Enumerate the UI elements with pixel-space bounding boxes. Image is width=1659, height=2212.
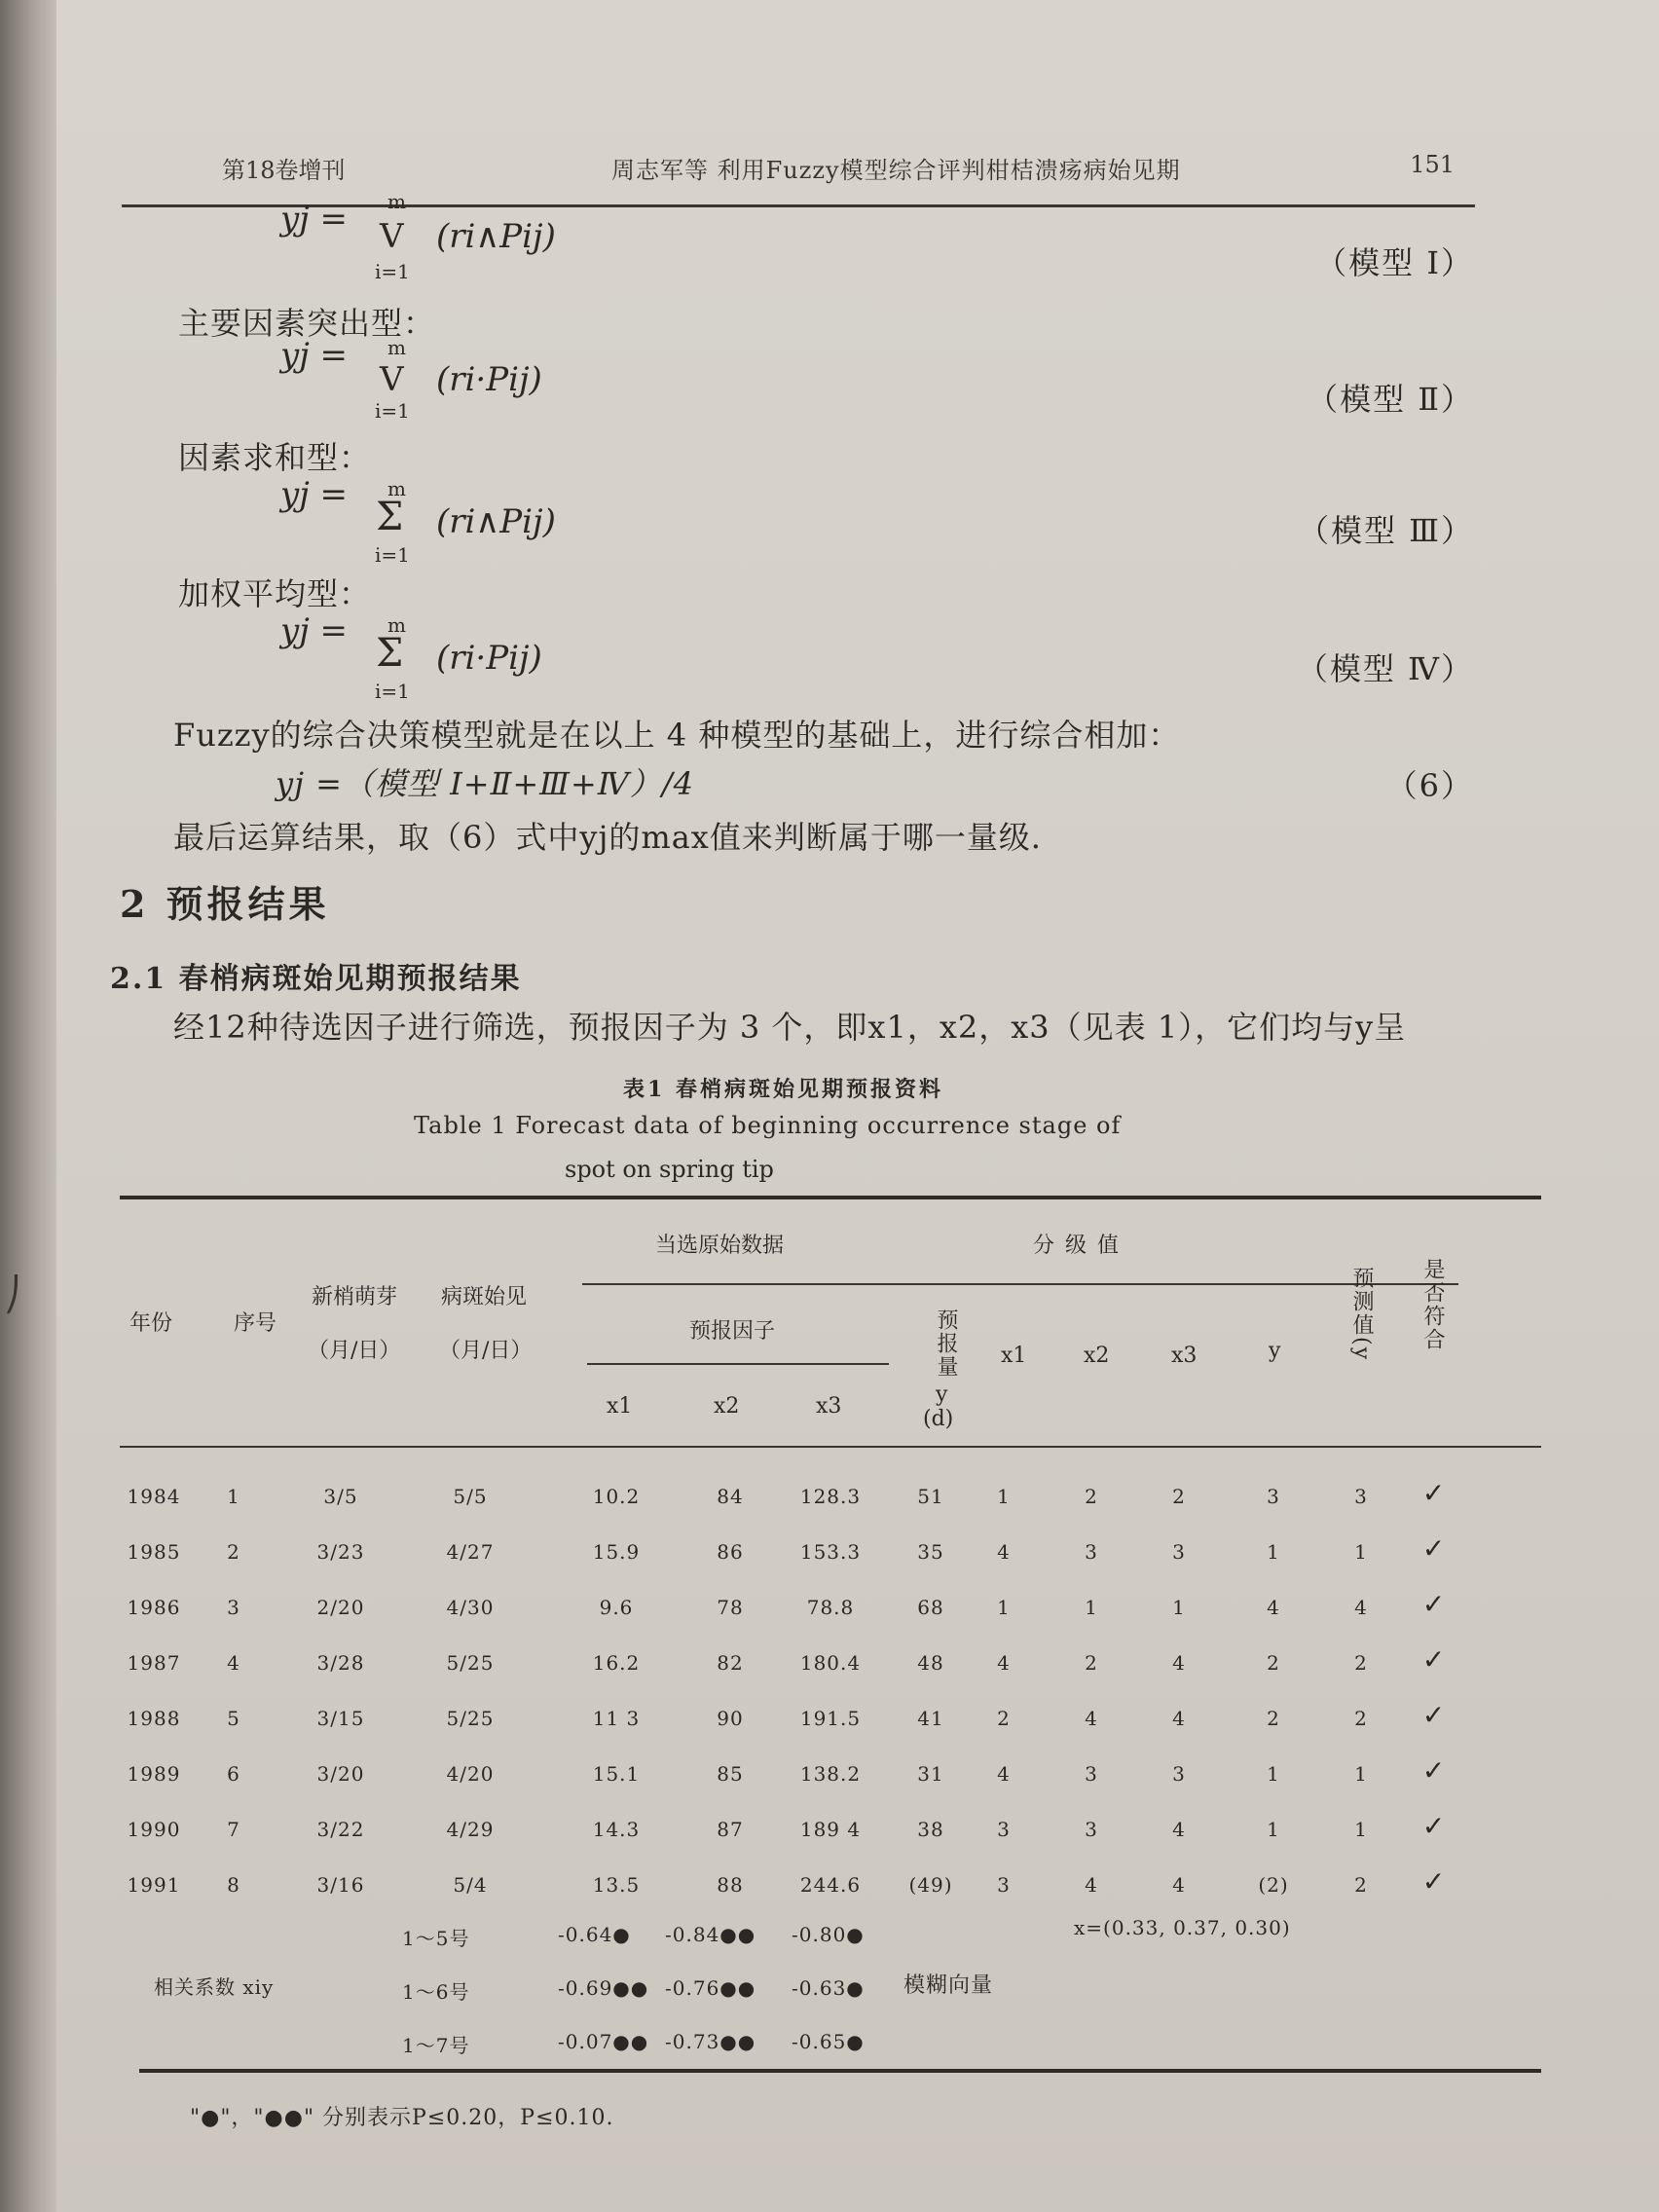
header-match: 是否符合 — [1420, 1258, 1445, 1351]
cell-grade-x3: 4 — [1172, 1707, 1186, 1730]
fuzzy-vector: x=(0.33, 0.37, 0.30) — [1074, 1916, 1291, 1939]
cell-grade-y: 1 — [1267, 1540, 1280, 1564]
cell-grade-x2: 4 — [1085, 1873, 1098, 1897]
cell-bud-date: 3/15 — [316, 1707, 365, 1730]
cell-grade-x3: 1 — [1172, 1596, 1186, 1619]
paragraph-combined-model: Fuzzy的综合决策模型就是在以上 4 种模型的基础上，进行综合相加： — [173, 717, 1181, 754]
subsection-heading-2-1: 2.1 春梢病斑始见期预报结果 — [110, 962, 522, 996]
cell-x1: 15.1 — [592, 1762, 641, 1786]
cell-x2: 88 — [717, 1873, 744, 1897]
label-model-1: （模型 Ⅰ） — [1315, 244, 1474, 281]
left-page-edge-mark: ⎠ — [4, 1275, 20, 1314]
equation-lhs: yj = — [280, 336, 349, 375]
equation-model-2 — [280, 336, 542, 423]
equation-6: yj =（模型 Ⅰ+Ⅱ+Ⅲ+Ⅳ）/4 — [276, 765, 694, 802]
cell-bud-date: 2/20 — [316, 1596, 365, 1619]
lower-limit: i=1 — [375, 543, 410, 567]
correlation-x2: -0.76●● — [665, 1976, 756, 2000]
equation-rhs: (ri∧Pij) — [436, 502, 556, 541]
cell-predicted: 2 — [1354, 1707, 1368, 1730]
cell-year: 1989 — [127, 1762, 181, 1786]
cell-grade-x3: 2 — [1172, 1485, 1186, 1508]
intro-model-2: 主要因素突出型： — [178, 305, 436, 342]
cell-x1: 13.5 — [592, 1873, 641, 1897]
cell-grade-x2: 3 — [1085, 1762, 1098, 1786]
section-heading-2: 2 预报结果 — [120, 882, 330, 926]
cell-grade-x1: 1 — [997, 1596, 1011, 1619]
correlation-x3: -0.65● — [792, 2030, 865, 2053]
book-spine-shadow — [0, 0, 56, 2212]
cell-match: ✓ — [1421, 1810, 1447, 1842]
cell-bud-date: 3/16 — [316, 1873, 365, 1897]
cell-x2: 86 — [717, 1540, 744, 1564]
equation-lhs: yj = — [280, 611, 349, 650]
cell-seq: 2 — [227, 1540, 240, 1564]
cell-grade-x2: 4 — [1085, 1707, 1098, 1730]
correlation-x2: -0.73●● — [665, 2030, 756, 2053]
upper-limit: m — [387, 190, 406, 213]
equation-lhs: yj = — [280, 200, 349, 239]
cell-grade-x1: 3 — [997, 1873, 1011, 1897]
cell-forecast: 38 — [917, 1818, 944, 1841]
label-model-4: （模型 Ⅳ） — [1296, 650, 1474, 687]
cell-match: ✓ — [1421, 1754, 1447, 1787]
header-factors-rule — [587, 1363, 889, 1365]
table-caption-en-line1: Table 1 Forecast data of beginning occurrence stage of — [414, 1112, 1122, 1139]
cell-year: 1984 — [127, 1485, 181, 1508]
paragraph-result-rule: 最后运算结果，取（6）式中yj的max值来判断属于哪一量级． — [173, 819, 1063, 856]
cell-grade-y: 3 — [1267, 1485, 1280, 1508]
cell-year: 1985 — [127, 1540, 181, 1564]
header-seq: 序号 — [234, 1311, 277, 1336]
cell-x3: 78.8 — [806, 1596, 855, 1619]
equation-6-label: （6） — [1385, 767, 1474, 804]
label-model-2: （模型 Ⅱ） — [1307, 381, 1474, 418]
correlation-x1: -0.07●● — [558, 2030, 649, 2053]
cell-grade-x1: 4 — [997, 1651, 1011, 1675]
cell-match: ✓ — [1421, 1532, 1447, 1565]
cell-x1: 10.2 — [592, 1485, 641, 1508]
cell-x1: 11 3 — [592, 1707, 641, 1730]
cell-x1: 9.6 — [599, 1596, 634, 1619]
intro-model-4: 加权平均型： — [178, 575, 372, 612]
correlation-x3: -0.80● — [792, 1923, 865, 1946]
cell-forecast: 48 — [917, 1651, 944, 1675]
cell-grade-y: 2 — [1267, 1707, 1280, 1730]
lower-limit: i=1 — [375, 260, 410, 283]
header-grade-y: y — [1269, 1339, 1281, 1363]
cell-year: 1990 — [127, 1818, 181, 1841]
correlation-x1: -0.64● — [558, 1923, 631, 1946]
cell-forecast: 68 — [917, 1596, 944, 1619]
cell-x2: 78 — [717, 1596, 744, 1619]
cell-grade-y: (2) — [1258, 1873, 1289, 1897]
table-caption-cn: 表1 春梢病斑始见期预报资料 — [623, 1077, 943, 1102]
cell-x3: 191.5 — [799, 1707, 862, 1730]
running-title: 周志军等 利用Fuzzy模型综合评判柑桔溃疡病始见期 — [611, 157, 1181, 184]
header-grade-x3: x3 — [1171, 1344, 1198, 1368]
sum-operator: Σ — [376, 631, 404, 676]
header-x2: x2 — [714, 1394, 740, 1419]
cell-forecast: 41 — [917, 1707, 944, 1730]
header-forecast-factors: 预报因子 — [689, 1319, 776, 1344]
cell-grade-x2: 1 — [1085, 1596, 1098, 1619]
fuzzy-vector-label: 模糊向量 — [903, 1973, 994, 1998]
cell-x1: 14.3 — [592, 1818, 641, 1841]
cell-predicted: 1 — [1354, 1818, 1368, 1841]
cell-forecast: (49) — [908, 1873, 953, 1897]
cell-x2: 85 — [717, 1762, 744, 1786]
cell-grade-x2: 3 — [1085, 1818, 1098, 1841]
upper-limit: m — [387, 613, 406, 637]
cell-year: 1987 — [127, 1651, 181, 1675]
cell-grade-x1: 3 — [997, 1818, 1011, 1841]
cell-predicted: 2 — [1354, 1873, 1368, 1897]
cell-spot-date: 5/5 — [453, 1485, 488, 1508]
journal-volume: 第18卷增刊 — [222, 157, 346, 184]
cell-match: ✓ — [1421, 1699, 1447, 1731]
page-number: 151 — [1410, 151, 1455, 178]
equation-rhs: (ri·Pij) — [436, 360, 542, 399]
cell-grade-x1: 1 — [997, 1485, 1011, 1508]
header-spot-unit: （月/日） — [439, 1339, 533, 1363]
cell-predicted: 2 — [1354, 1651, 1368, 1675]
header-forecast-unit: (d) — [923, 1407, 954, 1431]
header-grade-x2: x2 — [1084, 1344, 1110, 1368]
cell-predicted: 1 — [1354, 1540, 1368, 1564]
correlation-label: 相关系数 xiy — [154, 1975, 275, 1999]
header-bud: 新梢萌芽 — [312, 1285, 398, 1309]
cell-grade-x2: 3 — [1085, 1540, 1098, 1564]
cell-grade-x1: 4 — [997, 1540, 1011, 1564]
cell-x2: 87 — [717, 1818, 744, 1841]
header-grade-x1: x1 — [1001, 1344, 1027, 1368]
header-forecast-value: 预报量 — [934, 1309, 958, 1379]
cell-forecast: 31 — [917, 1762, 944, 1786]
cell-seq: 3 — [227, 1596, 240, 1619]
header-bottom-rule — [120, 1446, 1541, 1448]
sum-operator: Σ — [376, 495, 404, 539]
header-group-raw-data: 当选原始数据 — [655, 1234, 785, 1258]
header-spot: 病斑始见 — [441, 1285, 528, 1309]
paragraph-factor-screening: 经12种待选因子进行筛选，预报因子为 3 个，即x1，x2，x3（见表 1），它们均与y呈 — [173, 1009, 1407, 1046]
header-year: 年份 — [129, 1311, 173, 1336]
cell-grade-x3: 3 — [1172, 1762, 1186, 1786]
cell-year: 1991 — [127, 1873, 181, 1897]
cell-grade-x1: 4 — [997, 1762, 1011, 1786]
cell-bud-date: 3/5 — [323, 1485, 358, 1508]
cell-grade-x1: 2 — [997, 1707, 1011, 1730]
cell-x3: 180.4 — [799, 1651, 862, 1675]
paper-page — [56, 0, 1659, 2212]
cell-grade-x3: 3 — [1172, 1540, 1186, 1564]
header-x1: x1 — [607, 1394, 633, 1419]
cell-bud-date: 3/20 — [316, 1762, 365, 1786]
cell-grade-x2: 2 — [1085, 1485, 1098, 1508]
cell-x1: 16.2 — [592, 1651, 641, 1675]
cell-seq: 6 — [227, 1762, 240, 1786]
cell-year: 1986 — [127, 1596, 181, 1619]
cell-x3: 128.3 — [799, 1485, 862, 1508]
cell-x2: 82 — [717, 1651, 744, 1675]
cell-match: ✓ — [1421, 1643, 1447, 1676]
equation-rhs: (ri·Pij) — [436, 639, 542, 678]
cell-seq: 7 — [227, 1818, 240, 1841]
cell-spot-date: 5/25 — [446, 1651, 495, 1675]
cell-x1: 15.9 — [592, 1540, 641, 1564]
upper-limit: m — [387, 477, 406, 500]
cell-grade-x3: 4 — [1172, 1651, 1186, 1675]
cell-match: ✓ — [1421, 1588, 1447, 1620]
cell-spot-date: 4/27 — [446, 1540, 495, 1564]
table-caption-en-line2: spot on spring tip — [565, 1156, 774, 1183]
correlation-x1: -0.69●● — [558, 1976, 649, 2000]
header-predicted-value: 预测值(y — [1349, 1267, 1374, 1362]
cell-bud-date: 3/28 — [316, 1651, 365, 1675]
cell-x3: 153.3 — [799, 1540, 862, 1564]
lower-limit: i=1 — [375, 680, 410, 703]
table-footnote: "●"，"●●" 分别表示P≤0.20，P≤0.10. — [190, 2106, 614, 2130]
cell-seq: 8 — [227, 1873, 240, 1897]
correlation-x3: -0.63● — [792, 1976, 865, 2000]
cell-year: 1988 — [127, 1707, 181, 1730]
cell-match: ✓ — [1421, 1477, 1447, 1509]
cell-spot-date: 4/30 — [446, 1596, 495, 1619]
cell-x2: 84 — [717, 1485, 744, 1508]
cell-seq: 5 — [227, 1707, 240, 1730]
equation-model-1 — [280, 190, 556, 283]
cell-bud-date: 3/22 — [316, 1818, 365, 1841]
equation-rhs: (ri∧Pij) — [436, 217, 556, 256]
table-bottom-rule — [139, 2069, 1541, 2073]
cell-x2: 90 — [717, 1707, 744, 1730]
cell-match: ✓ — [1421, 1865, 1447, 1898]
header-x3: x3 — [816, 1394, 842, 1419]
correlation-range: 1～5号 — [402, 1927, 470, 1950]
cell-spot-date: 4/29 — [446, 1818, 495, 1841]
cell-forecast: 51 — [917, 1485, 944, 1508]
cell-predicted: 4 — [1354, 1596, 1368, 1619]
correlation-range: 1～7号 — [402, 2034, 470, 2057]
cell-grade-x3: 4 — [1172, 1873, 1186, 1897]
cell-bud-date: 3/23 — [316, 1540, 365, 1564]
cell-seq: 1 — [227, 1485, 240, 1508]
cell-forecast: 35 — [917, 1540, 944, 1564]
cell-grade-y: 2 — [1267, 1651, 1280, 1675]
equation-model-4 — [280, 611, 542, 703]
running-head — [222, 151, 1552, 190]
header-group-rule-1 — [582, 1283, 1020, 1285]
cell-grade-x3: 4 — [1172, 1818, 1186, 1841]
cell-spot-date: 5/25 — [446, 1707, 495, 1730]
lower-limit: i=1 — [375, 399, 410, 423]
label-model-3: （模型 Ⅲ） — [1297, 512, 1474, 549]
correlation-x2: -0.84●● — [665, 1923, 756, 1946]
cell-seq: 4 — [227, 1651, 240, 1675]
cell-grade-y: 1 — [1267, 1818, 1280, 1841]
header-forecast-y: y — [936, 1382, 948, 1407]
upper-limit: m — [387, 336, 406, 359]
cell-x3: 244.6 — [799, 1873, 862, 1897]
cell-spot-date: 4/20 — [446, 1762, 495, 1786]
cell-predicted: 3 — [1354, 1485, 1368, 1508]
header-group-rule-2 — [991, 1283, 1458, 1285]
cell-grade-y: 1 — [1267, 1762, 1280, 1786]
header-group-grade-values: 分 级 值 — [1033, 1234, 1121, 1258]
cell-x3: 138.2 — [799, 1762, 862, 1786]
header-bud-unit: （月/日） — [308, 1339, 401, 1363]
intro-model-3: 因素求和型： — [178, 439, 372, 476]
cell-predicted: 1 — [1354, 1762, 1368, 1786]
cell-grade-y: 4 — [1267, 1596, 1280, 1619]
correlation-range: 1～6号 — [402, 1980, 470, 2004]
cell-spot-date: 5/4 — [453, 1873, 488, 1897]
table-top-rule — [120, 1196, 1541, 1199]
max-operator: V — [380, 360, 404, 399]
cell-x3: 189 4 — [799, 1818, 862, 1841]
max-operator: V — [380, 217, 404, 256]
cell-grade-x2: 2 — [1085, 1651, 1098, 1675]
equation-lhs: yj = — [280, 475, 349, 514]
equation-model-3 — [280, 475, 556, 567]
